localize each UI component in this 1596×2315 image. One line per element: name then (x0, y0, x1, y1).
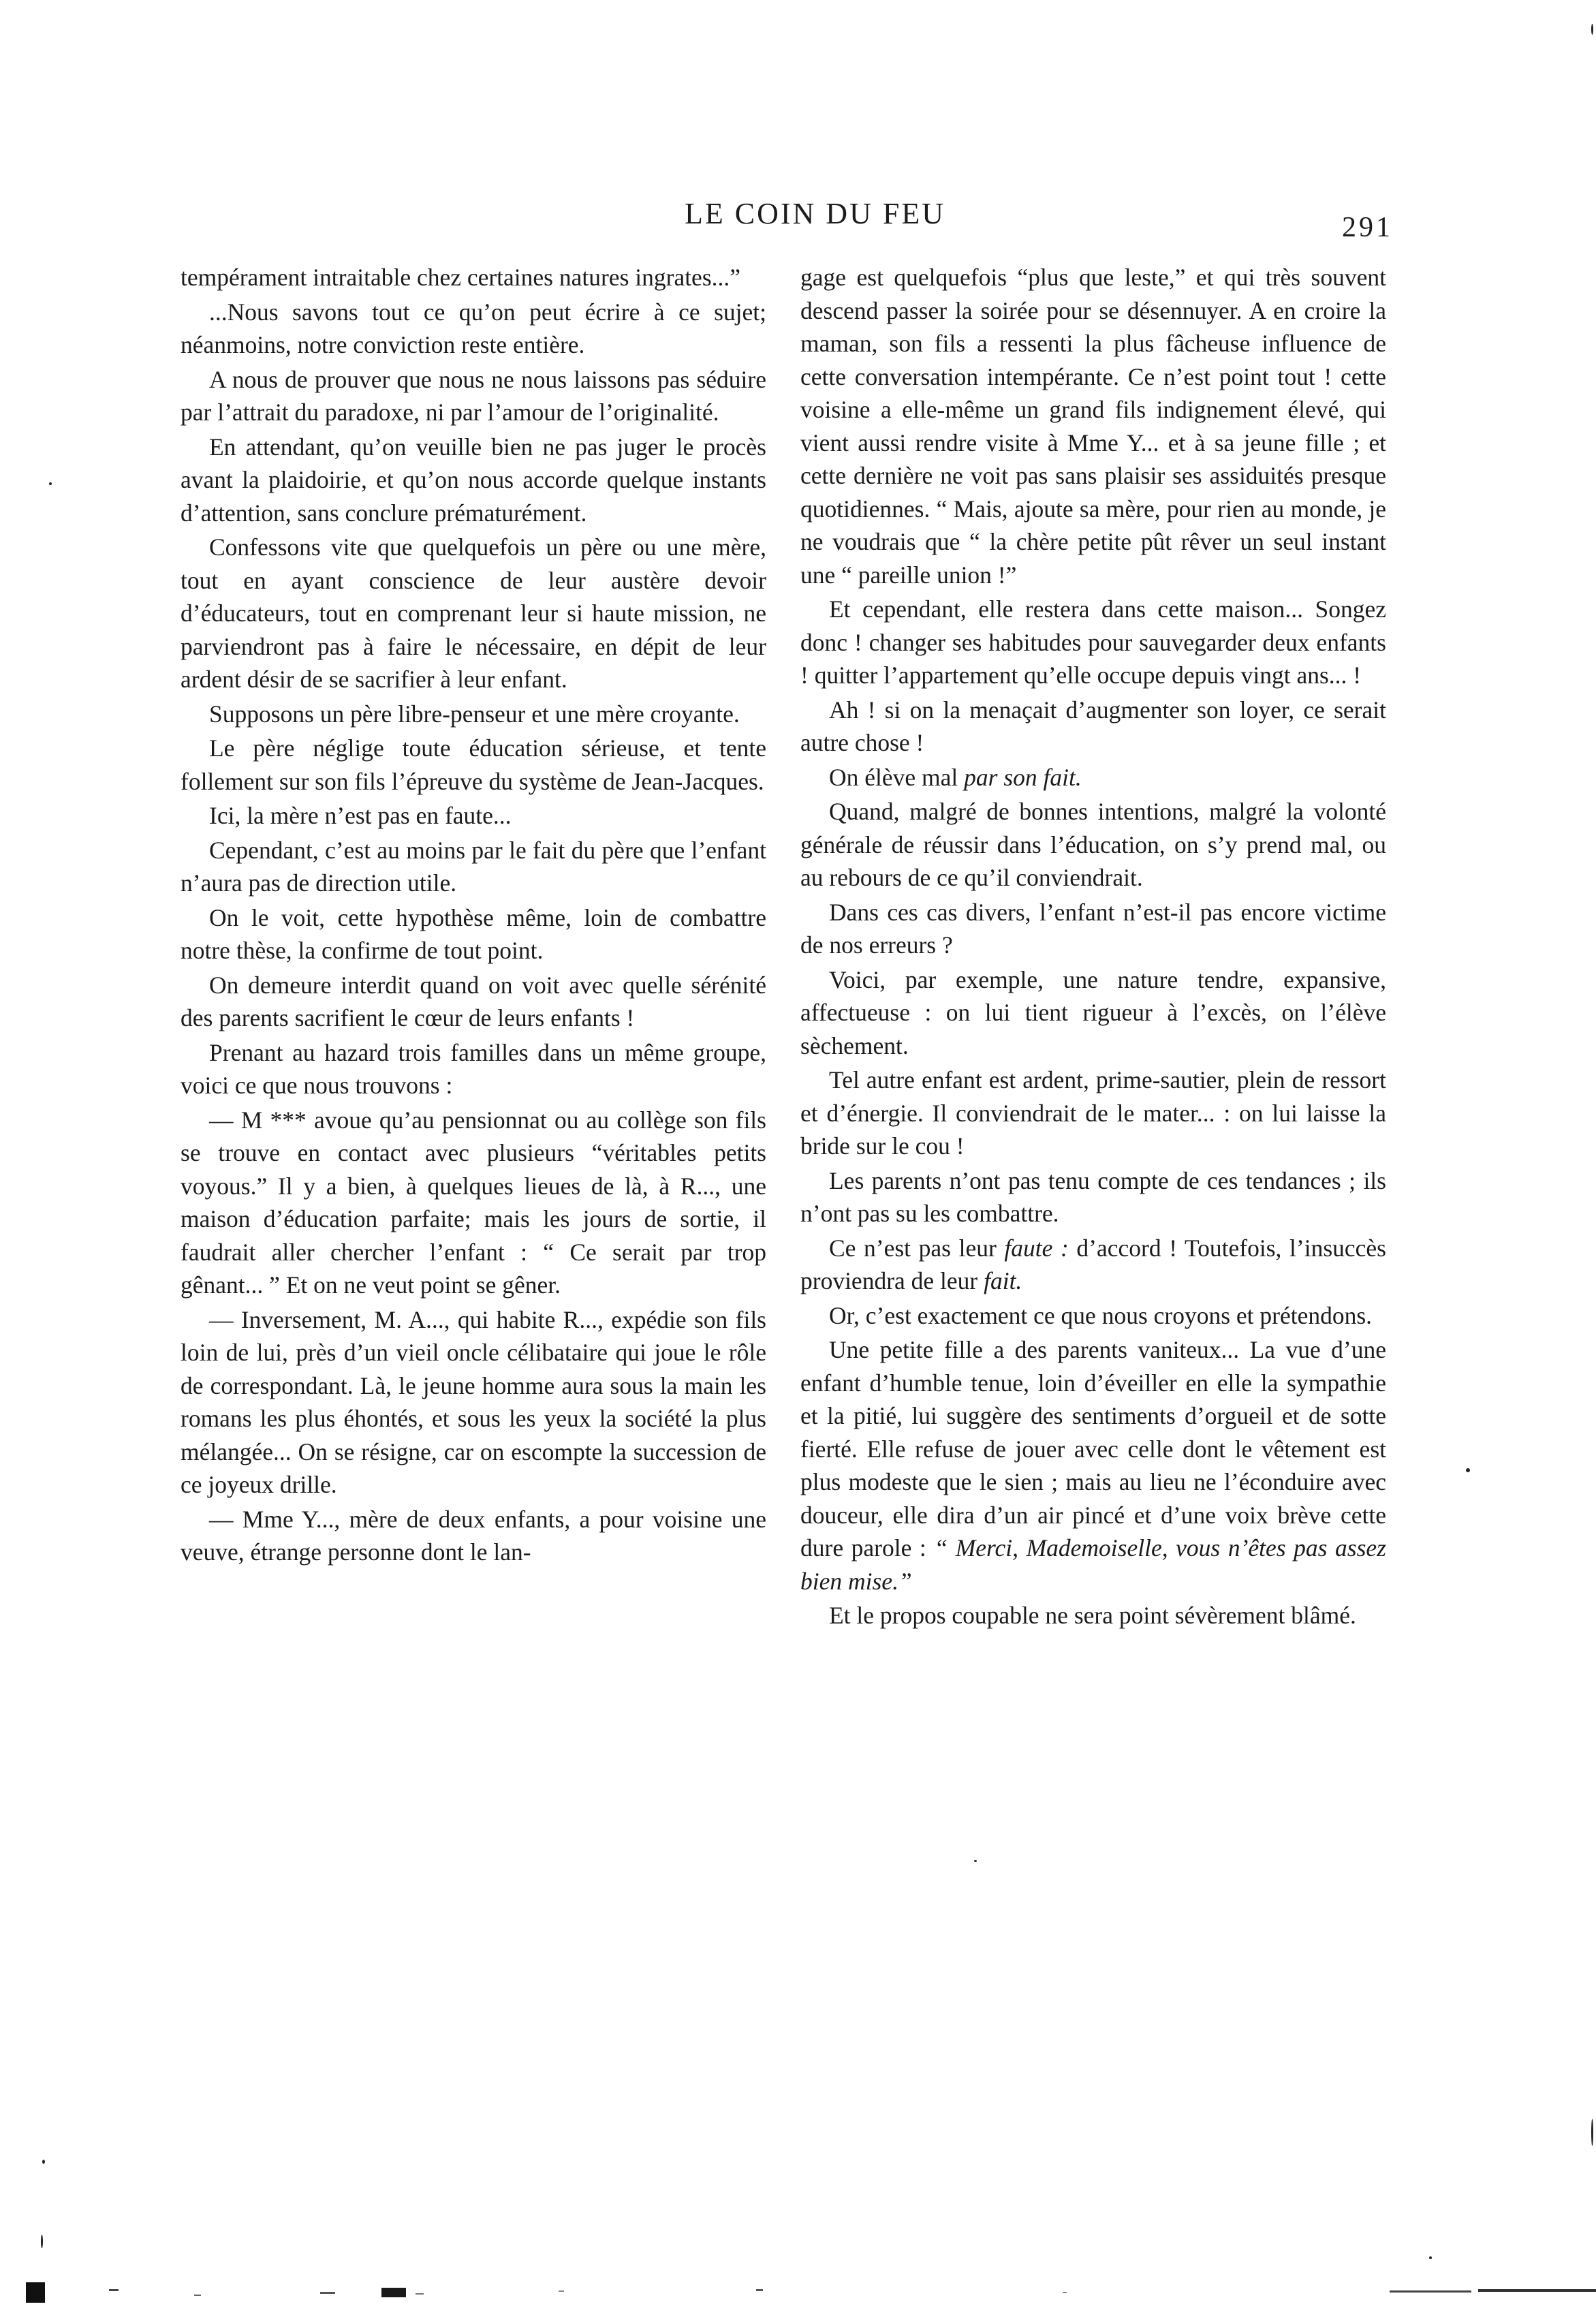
speck (974, 1860, 977, 1862)
page-number: 291 (1342, 212, 1393, 243)
speck (1429, 2256, 1432, 2259)
paragraph: Tel autre enfant est ardent, prime-sautier, plein de ressort et d’énergie. Il conviendrait de le mater... : on lui laisse la bride sur le cou ! (800, 1066, 1386, 1160)
paragraph: — Mme Y..., mère de deux enfants, a pour voisine une veuve, étrange personne dont le lan- (181, 1505, 766, 1566)
paragraph: gage est quelquefois “plus que leste,” et qui très souvent descend passer la soirée pour se désennuyer. A en croire la maman, son fils a ressenti la plus fâcheuse influence de cette conversation intempérante. Ce n’est point tout ! cette voisine a elle-même un grand fils indignement élevé, qui vient aussi rendre visite à Mme Y... et à sa jeune fille ; et cette dernière ne voit pas sans plaisir ses assiduités presque quotidiennes. “ Mais, ajoute sa mère, pour rien au monde, je ne voudrais que “ la chère petite pût rêver un seul instant une “ pareille union !” (800, 264, 1386, 589)
left-column (181, 261, 766, 1570)
paragraph: On demeure interdit quand on voit avec quelle sérénité des parents sacrifient le cœur de leurs enfants ! (181, 971, 766, 1031)
speck (1591, 24, 1593, 35)
paragraph: Ici, la mère n’est pas en faute... (209, 802, 512, 829)
paragraph: Quand, malgré de bonnes intentions, malgré la volonté générale de réussir dans l’éducation, on s’y prend mal, ou au rebours de ce qu’il conviendrait. (800, 798, 1386, 891)
paragraph: On le voit, cette hypothèse même, loin de combattre notre thèse, la confirme de tout point. (181, 903, 766, 964)
paragraph: Supposons un père libre-penseur et une mère croyante. (209, 700, 740, 728)
paragraph (800, 1333, 1386, 1598)
italic-text: faute : (1004, 1234, 1069, 1262)
paragraph (800, 1232, 1386, 1298)
paragraph: Les parents n’ont pas tenu compte de ces tendances ; ils n’ont pas su les combattre. (800, 1166, 1386, 1227)
paragraph: Ah ! si on la menaçait d’augmenter son loyer, ce serait autre chose ! (800, 696, 1386, 756)
paragraph (800, 761, 1386, 794)
paragraph-text: Une petite fille a des parents vaniteux... La vue d’une enfant d’humble tenue, loin d’éveiller en elle la sympathie et la pitié, lui suggère des sentiments d’orgueil et de sotte fierté. Elle refuse de jouer avec celle dont le vêtement est plus modeste que le sien ; mais au lieu ne l’éconduire avec douceur, elle dira d’un air pincé et d’une voix brève cette dure parole : (800, 1336, 1386, 1562)
paragraph: Le père néglige toute éducation sérieuse, et tente follement sur son fils l’épreuve du système de Jean-Jacques. (181, 734, 766, 795)
running-head: LE COIN DU FEU (685, 197, 945, 230)
paragraph: A nous de prouver que nous ne nous laissons pas séduire par l’attrait du paradoxe, ni par l’amour de l’originalité. (181, 365, 766, 426)
paragraph: Confessons vite que quelquefois un père ou une mère, tout en ayant conscience de leur austère devoir d’éducateurs, tout en comprenant leur si haute mission, ne parviendront pas à faire le nécessaire, en dépit de leur ardent désir de se sacrifier à leur enfant. (181, 533, 766, 693)
italic-text: “ Merci, Mademoiselle, vous n’êtes pas assez bien mise.” (800, 1534, 1386, 1595)
paragraph: Cependant, c’est au moins par le fait du père que l’enfant n’aura pas de direction utile. (181, 836, 766, 897)
paragraph: Or, c’est exactement ce que nous croyons et prétendons. (829, 1301, 1373, 1329)
paragraph-text: Ce n’est pas leur (829, 1234, 1005, 1262)
speck (1591, 2119, 1593, 2146)
paragraph: ...Nous savons tout ce qu’on peut écrire à ce sujet; néanmoins, notre conviction reste entière. (181, 298, 766, 358)
paragraph: En attendant, qu’on veuille bien ne pas juger le procès avant la plaidoirie, et qu’on nous accorde quelque instants d’attention, sans conclure prématurément. (181, 433, 766, 527)
speck (1466, 1468, 1470, 1472)
speck (41, 2235, 43, 2248)
paragraph: Dans ces cas divers, l’enfant n’est-il pas encore victime de nos erreurs ? (800, 898, 1386, 959)
scan-edge-noise (0, 2274, 1596, 2315)
right-column (800, 261, 1386, 1634)
speck (49, 482, 52, 485)
paragraph: Et le propos coupable ne sera point sévèrement blâmé. (829, 1602, 1356, 1629)
paragraph: Voici, par exemple, une nature tendre, expansive, affectueuse : on lui tient rigueur à l’excès, on l’élève sèchement. (800, 965, 1386, 1059)
paragraph: tempérament intraitable chez certaines natures ingrates...” (181, 264, 741, 291)
paragraph: — Inversement, M. A..., qui habite R..., expédie son fils loin de lui, près d’un vieil oncle célibataire qui joue le rôle de correspondant. Là, le jeune homme aura sous la main les romans les plus éhontés, et sous les yeux la société la plus mélangée... On se résigne, car on escompte la succession de ce joyeux drille. (181, 1305, 766, 1498)
paragraph: Et cependant, elle restera dans cette maison... Songez donc ! changer ses habitudes pour sauvegarder deux enfants ! quitter l’appartement qu’elle occupe depuis vingt ans... ! (800, 595, 1386, 689)
italic-text: fait. (984, 1267, 1022, 1294)
speck (42, 2160, 45, 2164)
paragraph-text: On élève mal (829, 763, 965, 791)
paragraph: — M *** avoue qu’au pensionnat ou au collège son fils se trouve en contact avec plusieurs “véritables petits voyous.” Il y a bien, à quelques lieues de là, à R..., une maison d’éducation parfaite; mais les jours de sortie, il faudrait aller chercher l’enfant : “ Ce serait par trop gênant... ” Et on ne veut point se gêner. (181, 1106, 766, 1299)
paragraph-text: d’accord ! Toutefois, l’insuccès proviendra de leur (800, 1234, 1386, 1294)
italic-text: par son fait. (964, 763, 1082, 791)
paragraph: Prenant au hazard trois familles dans un même groupe, voici ce que nous trouvons : (181, 1038, 766, 1099)
